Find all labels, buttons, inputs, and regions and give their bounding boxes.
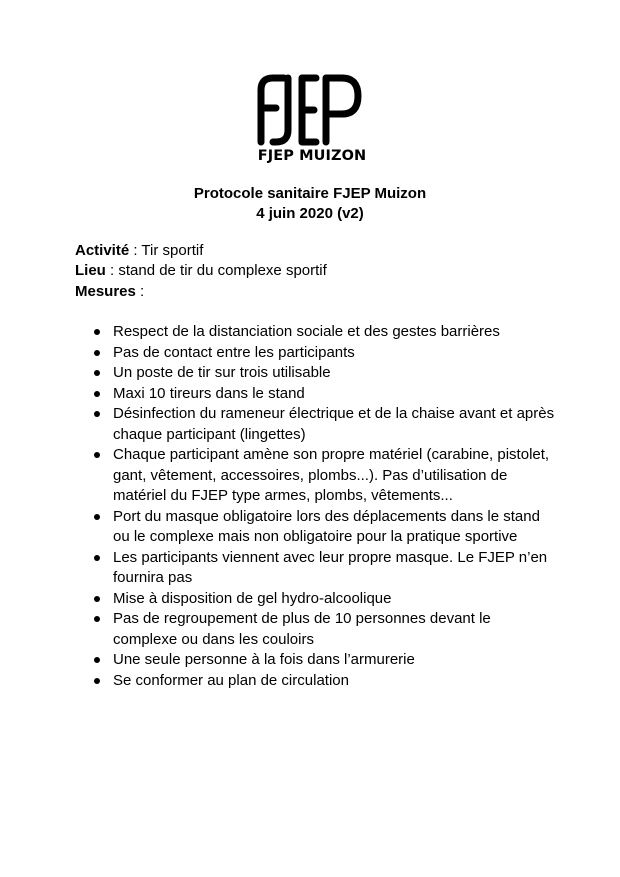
list-item xyxy=(75,650,555,671)
bullet-icon xyxy=(94,616,100,622)
lieu-row xyxy=(75,261,555,281)
list-item-text: Respect de la distanciation sociale et des gestes barrières xyxy=(113,323,500,340)
list-item xyxy=(75,507,555,548)
list-item xyxy=(75,343,555,364)
list-item-text: Les participants viennent avec leur propre masque. Le FJEP n’en fournira pas xyxy=(113,548,548,586)
list-item xyxy=(75,609,555,650)
activite-label: Activité xyxy=(75,242,130,259)
lieu-value: : stand de tir du complexe sportif xyxy=(105,262,327,279)
activite-value: : Tir sportif xyxy=(129,242,204,259)
list-item xyxy=(75,548,555,589)
list-item xyxy=(75,404,555,445)
list-item-text: Chaque participant amène son propre matériel (carabine, pistolet, gant, vêtement, accessoires, plombs...). Pas d’utilisation de matériel du FJEP type armes, plombs, vêtements... xyxy=(113,446,550,504)
list-item-text: Désinfection du rameneur électrique et de la chaise avant et après chaque participant (lingettes) xyxy=(113,405,555,443)
mesures-label: Mesures xyxy=(75,283,136,300)
logo-caption: FJEP MUIZON xyxy=(257,148,367,164)
bullet-icon xyxy=(94,411,100,417)
list-item xyxy=(75,671,555,692)
mesures-row xyxy=(75,282,555,302)
list-item-text: Port du masque obligatoire lors des déplacements dans le stand ou le complexe mais non obligatoire pour la pratique sportive xyxy=(113,507,540,545)
document-title: Protocole sanitaire FJEP Muizon xyxy=(193,185,427,202)
fjep-logo-mark xyxy=(254,72,370,148)
bullet-icon xyxy=(94,555,100,561)
bullet-icon xyxy=(94,329,100,335)
bullet-icon xyxy=(94,452,100,458)
mesures-value: : xyxy=(135,283,145,300)
bullet-icon xyxy=(94,514,100,520)
list-item xyxy=(75,363,555,384)
document-date: 4 juin 2020 (v2) xyxy=(256,205,364,222)
list-item-text: Pas de regroupement de plus de 10 personnes devant le complexe ou dans les couloirs xyxy=(113,610,491,648)
bullet-icon xyxy=(94,350,100,356)
activite-row xyxy=(75,241,555,261)
bullet-icon xyxy=(94,596,100,602)
bullet-icon xyxy=(94,657,100,663)
list-item-text: Se conformer au plan de circulation xyxy=(113,671,349,689)
list-item-text: Une seule personne à la fois dans l’armurerie xyxy=(113,651,415,668)
measures-list xyxy=(75,322,555,691)
list-item-text: Mise à disposition de gel hydro-alcoolique xyxy=(113,589,392,607)
list-item-text: Un poste de tir sur trois utilisable xyxy=(113,364,331,381)
bullet-icon xyxy=(94,370,100,376)
bullet-icon xyxy=(94,391,100,397)
lieu-label: Lieu xyxy=(75,262,106,279)
bullet-icon xyxy=(94,678,100,684)
list-item xyxy=(75,322,555,343)
list-item xyxy=(75,384,555,405)
list-item xyxy=(75,445,555,507)
list-item-text: Pas de contact entre les participants xyxy=(113,343,355,361)
list-item-text: Maxi 10 tireurs dans le stand xyxy=(113,384,305,402)
list-item xyxy=(75,589,555,610)
